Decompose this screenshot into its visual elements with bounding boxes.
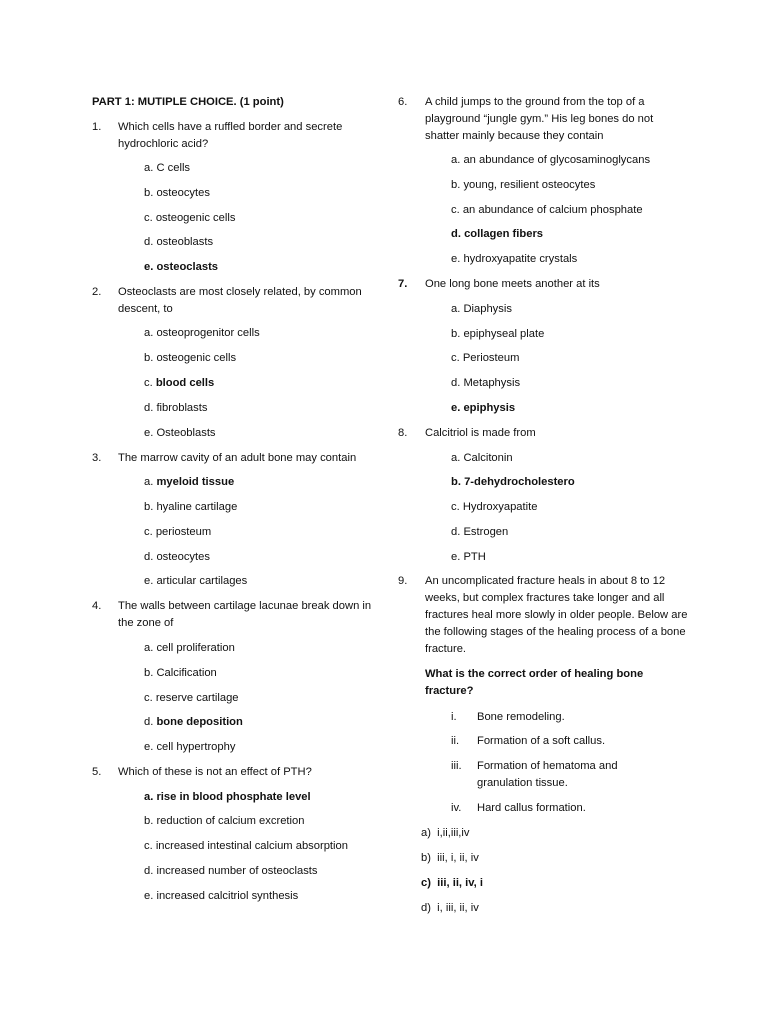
option-a: a. Calcitonin	[451, 452, 513, 464]
option-d: d. osteoblasts	[144, 236, 214, 248]
option-c: c. osteogenic cells	[144, 212, 236, 224]
option-e: e. PTH	[451, 551, 486, 563]
question-number: 4.	[92, 600, 102, 612]
option-e-correct: e. osteoclasts	[144, 261, 219, 273]
question-number: 2.	[92, 286, 102, 298]
question-stem: Calcitriol is made from	[425, 427, 536, 439]
option-c: c. reserve cartilage	[144, 692, 239, 704]
option-d: d. Metaphysis	[451, 377, 521, 389]
option-d: d. osteocytes	[144, 551, 210, 563]
option-a: a. cell proliferation	[144, 642, 235, 654]
option-a: a. C cells	[144, 162, 191, 174]
question-stem: A child jumps to the ground from the top of a playground “jungle gym.” His leg bones do not shatter mainly because they contain	[425, 96, 654, 142]
option-b: b. epiphyseal plate	[451, 328, 545, 340]
option-c: c. Hydroxyapatite	[451, 501, 538, 513]
option-d: d. fibroblasts	[144, 402, 208, 414]
option-c: c. blood cells	[144, 377, 215, 389]
option-a: a. osteoprogenitor cells	[144, 327, 260, 339]
option-c: c. an abundance of calcium phosphate	[451, 204, 643, 216]
option-b: b. osteogenic cells	[144, 352, 237, 364]
option-d: d. Estrogen	[451, 526, 509, 538]
option-b: b. young, resilient osteocytes	[451, 179, 596, 191]
option-d: d. bone deposition	[144, 716, 243, 728]
option-e: e. articular cartilages	[144, 575, 248, 587]
option-a-correct: myeloid tissue	[156, 476, 235, 488]
option-a: a) i,ii,iii,iv	[421, 827, 470, 839]
question-stem: Osteoclasts are most closely related, by common descent, to	[118, 286, 362, 315]
part-title: PART 1: MUTIPLE CHOICE. (1 point)	[92, 96, 284, 108]
option-d-correct: bone deposition	[156, 716, 243, 728]
stage-numeral: iv.	[451, 802, 462, 814]
option-a: a. Diaphysis	[451, 303, 512, 315]
option-d: d. increased number of osteoclasts	[144, 865, 318, 877]
stage-text: Formation of hematoma and granulation tissue.	[477, 760, 618, 789]
stage-text: Bone remodeling.	[477, 711, 565, 723]
option-b: b) iii, i, ii, iv	[421, 852, 479, 864]
option-b-correct: b. 7-dehydrocholestero	[451, 476, 575, 488]
question-stem: One long bone meets another at its	[425, 278, 600, 290]
option-a: a. myeloid tissue	[144, 476, 235, 488]
question-number: 1.	[92, 121, 102, 133]
question-number: 3.	[92, 452, 102, 464]
option-c-correct: c) iii, ii, iv, i	[421, 877, 483, 889]
option-b: b. reduction of calcium excretion	[144, 815, 305, 827]
question-number: 5.	[92, 766, 102, 778]
option-c: c. periosteum	[144, 526, 212, 538]
option-c: c. Periosteum	[451, 352, 520, 364]
option-d: d) i, iii, ii, iv	[421, 902, 479, 914]
option-e: e. cell hypertrophy	[144, 741, 236, 753]
question-number: 8.	[398, 427, 408, 439]
option-c: c. increased intestinal calcium absorption	[144, 840, 348, 852]
question-stem: Which cells have a ruffled border and secrete hydrochloric acid?	[118, 121, 343, 150]
option-e: e. hydroxyapatite crystals	[451, 253, 578, 265]
option-e: e. Osteoblasts	[144, 427, 216, 439]
option-b: b. osteocytes	[144, 187, 210, 199]
question-stem: Which of these is not an effect of PTH?	[118, 766, 312, 778]
stage-numeral: i.	[451, 711, 457, 723]
question-number: 9.	[398, 575, 408, 587]
question-stem: An uncomplicated fracture heals in about 8 to 12 weeks, but complex fractures take longer and all fractures heal more slowly in older people. Below are the following stages of the healing process of a bone fracture.	[425, 575, 688, 655]
question-stem: The walls between cartilage lacunae break down in the zone of	[118, 600, 372, 629]
option-e: e. increased calcitriol synthesis	[144, 890, 299, 902]
question-stem: The marrow cavity of an adult bone may contain	[118, 452, 357, 464]
option-d-correct: d. collagen fibers	[451, 228, 544, 240]
stage-numeral: ii.	[451, 735, 460, 747]
option-e-correct: e. epiphysis	[451, 402, 516, 414]
option-b: b. Calcification	[144, 667, 217, 679]
question-number: 7.	[398, 278, 408, 290]
option-c-correct: blood cells	[155, 377, 215, 389]
question-prompt: What is the correct order of healing bone fracture?	[425, 668, 644, 697]
option-a-correct: a. rise in blood phosphate level	[144, 791, 311, 803]
stage-text: Formation of a soft callus.	[477, 735, 606, 747]
option-b: b. hyaline cartilage	[144, 501, 238, 513]
stage-text: Hard callus formation.	[477, 802, 586, 814]
option-a: a. an abundance of glycosaminoglycans	[451, 154, 651, 166]
stage-numeral: iii.	[451, 760, 462, 772]
question-number: 6.	[398, 96, 408, 108]
